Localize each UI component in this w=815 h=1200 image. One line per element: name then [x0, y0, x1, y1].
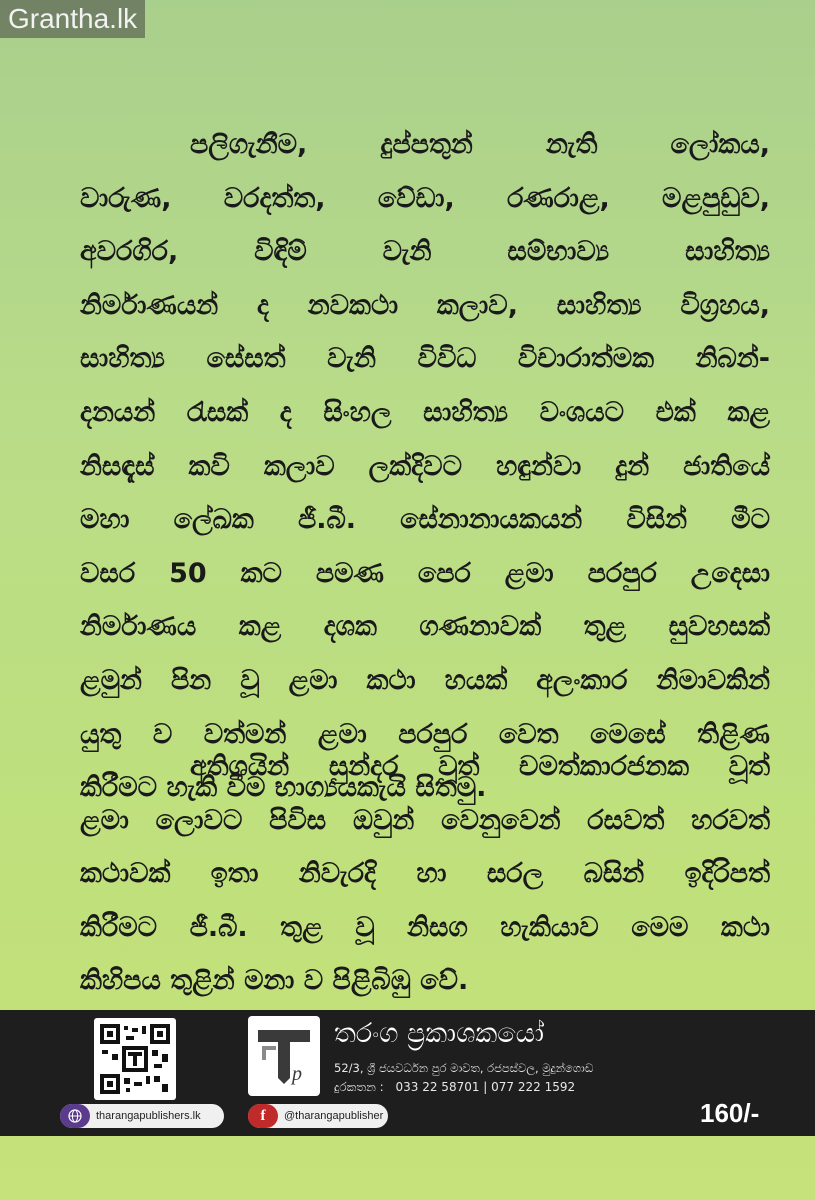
paragraph-1 — [80, 118, 770, 815]
text-line: ළමා ලොවට පිවිස ඔවුන් වෙනුවෙන් රසවත් හරවත් — [80, 804, 770, 836]
text-line: දනයන් රැසක් ද සිංහල සාහිත්‍ය වංශයට එක් කළ — [80, 396, 770, 428]
website-link[interactable] — [60, 1104, 224, 1128]
watermark: Grantha.lk — [0, 0, 145, 38]
text-line: අවරගිර, විඳිම් වැනි සම්භාව්‍ය සාහිත්‍ය — [80, 236, 770, 268]
publisher-name: තරංග ප්‍රකාශකයෝ — [334, 1018, 544, 1049]
text-line: වාරුණ, වරදත්ත, වේඩා, රණරාළ, මළපුඩුව, — [80, 182, 770, 214]
website-text: tharangapublishers.lk — [96, 1110, 201, 1122]
text-line: කිහිපය තුළින් මනා ව පිළිබිඹු වේ. — [80, 965, 469, 997]
paragraph-2 — [80, 740, 770, 1008]
text-line: නිර්මාණයන් ද නවකථා කලාව, සාහිත්‍ය විග්‍රහය, — [80, 289, 770, 321]
text-line: නිසඳැස් කවි කලාව ලක්දිවට හඳුන්වා දුන් ජාතියේ — [80, 450, 770, 482]
tp-logo-icon — [248, 1016, 320, 1096]
qr-code-icon — [94, 1018, 176, 1100]
text-line: යුතු ව වත්මන් ළමා පරපුර වෙත මෙසේ තිළිණ — [80, 718, 770, 750]
qr-code-graphic — [100, 1024, 170, 1094]
facebook-icon: f — [248, 1104, 278, 1128]
text-line: කිරීමට හැකි වීම භාග්‍යයකැයි සිතමු. — [80, 772, 487, 804]
publisher-footer — [0, 1010, 815, 1136]
phone-label: දුරකතන : — [334, 1080, 384, 1094]
text-line: වසර 50 කට පමණ පෙර ළමා පරපුර උදෙසා — [80, 557, 770, 589]
text-line: මහා ලේඛක ජී.බී. සේනානායකයන් විසින් මීට — [80, 504, 770, 536]
publisher-phone — [334, 1080, 575, 1095]
facebook-link[interactable] — [248, 1104, 388, 1128]
phone-numbers: 033 22 58701 | 077 222 1592 — [395, 1080, 576, 1094]
svg-text:p: p — [292, 1063, 302, 1085]
text-line: ළමුන් පින වූ ළමා කථා හයක් අලංකාර නිමාවකින් — [80, 664, 770, 696]
text-line: කථාවක් ඉතා නිවැරදි හා සරල බසින් ඉදිරිපත් — [80, 858, 770, 890]
text-line: සාහිත්‍ය සේසත් වැනි විවිධ විචාරාත්මක නිබන්- — [80, 343, 770, 375]
publisher-address: 52/3, ශ්‍රී ජයවර්ධන පුර මාවත, රජපස්වල, මුදුන්ගොඩ — [334, 1061, 594, 1075]
globe-icon — [60, 1104, 90, 1128]
text-line: කිරීමට ජී.බී. තුළ වූ නිසග හැකියාව මෙම කථා — [80, 911, 770, 943]
facebook-text: @tharangapublisher — [284, 1110, 384, 1122]
price-label: 160/- — [700, 1098, 760, 1128]
text-line: නිර්මාණය කළ දශක ගණනාවක් තුළ සුවහසක් — [80, 611, 770, 643]
text-line: අතිශයින් සුන්දර වූත් චමත්කාරජනක වූත් — [190, 751, 770, 782]
text-line: පලිගැනීම, දුප්පතුන් නැති ලෝකය, — [190, 129, 770, 160]
